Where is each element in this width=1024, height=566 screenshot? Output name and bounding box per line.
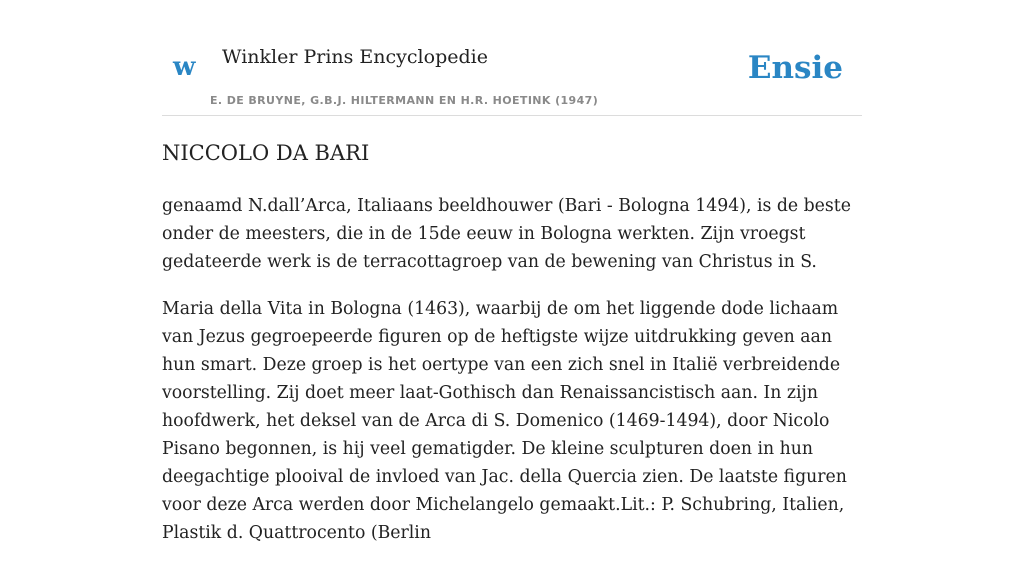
article-title: NICCOLO DA BARI bbox=[162, 141, 370, 165]
article-paragraph: genaamd N.dall’Arca, Italiaans beeldhouwer (Bari - Bologna 1494), is de beste onder de meesters, die in de 15de eeuw in Bologna werkten. Zijn vroegst gedateerde werk is de terracottagroep van de bewening van Christus in S. bbox=[162, 196, 851, 272]
article-paragraph: Maria della Vita in Bologna (1463), waarbij de om het liggende dode lichaam van Jezus gegroepeerde figuren op de heftigste wijze uitdrukking geven aan hun smart. Deze groep is het oertype van een zich snel in Italië verbreidende voorstelling. Zij doet meer laat-Gothisch dan Renaissancistisch aan. In zijn hoofdwerk, het deksel van de Arca di S. Domenico (1469-1494), door Nicolo Pisano begonnen, is hij veel gematigder. De kleine sculpturen doen in hun deegachtige plooival de invloed van Jac. della Quercia zien. De laatste figuren voor deze Arca werden door Michelangelo gemaakt.Lit.: P. Schubring, Italien, Plastik d. Quattrocento (Berlin bbox=[162, 299, 847, 543]
winkler-prins-logo-icon[interactable]: w bbox=[173, 52, 196, 82]
source-title-link[interactable]: Winkler Prins Encyclopedie bbox=[222, 46, 488, 68]
ensie-logo-link[interactable]: Ensie bbox=[747, 50, 843, 86]
source-authors: E. DE BRUYNE, G.B.J. HILTERMANN EN H.R. HOETINK (1947) bbox=[210, 94, 599, 107]
article-body bbox=[162, 192, 866, 566]
site-header bbox=[162, 38, 862, 116]
